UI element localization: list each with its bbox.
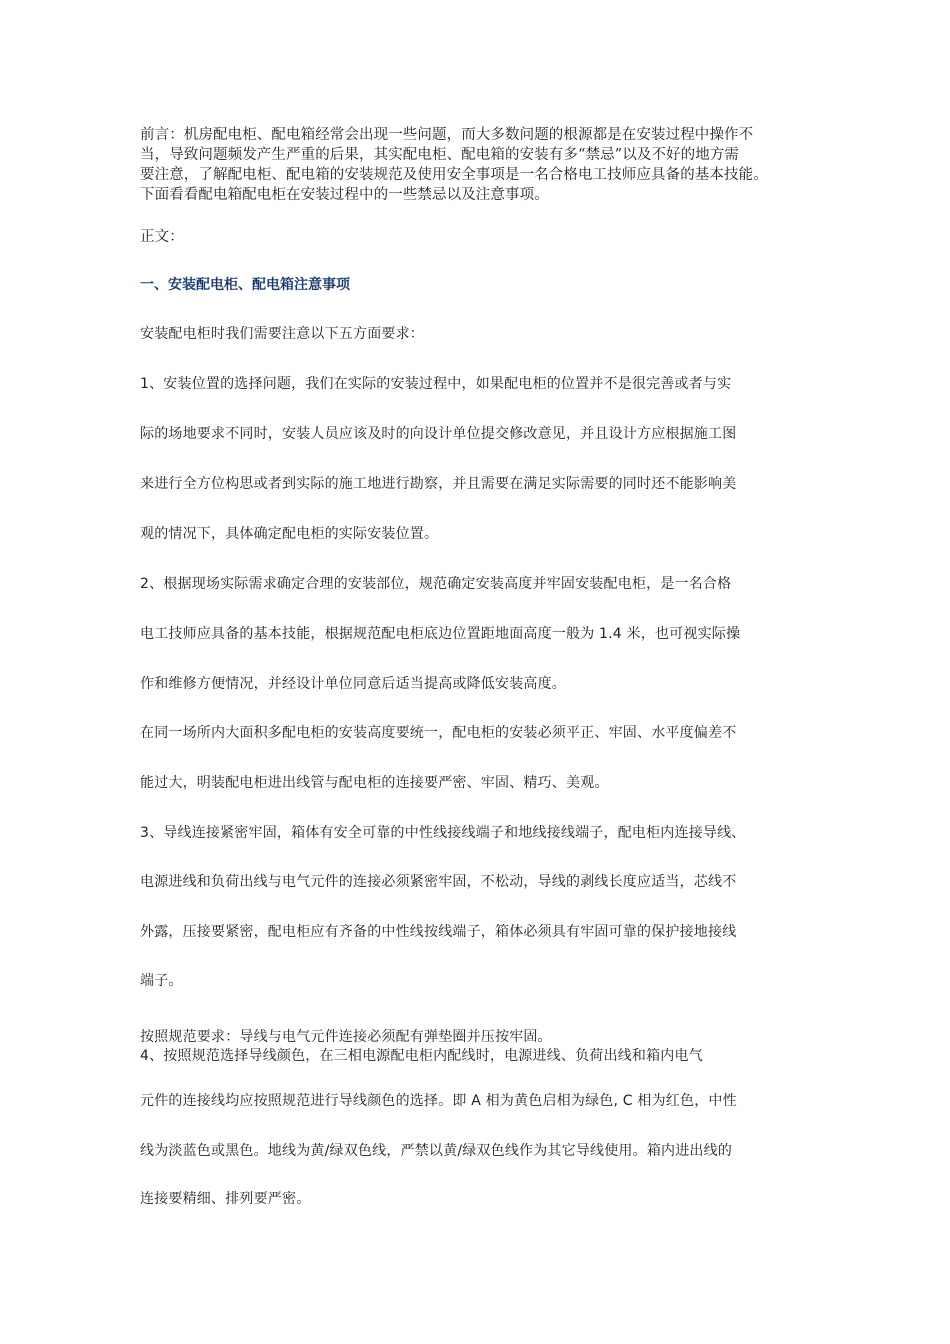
item-3-line: 按照规范要求：导线与电气元件连接必须配有弹垫圈并压按牢固。: [140, 1029, 552, 1045]
preface-line: 当，导致问题频发产生严重的后果，其实配电柜、配电箱的安装有多“禁忌”以及不好的地方需: [140, 147, 740, 163]
preface-line: 前言：机房配电柜、配电箱经常会出现一些问题，而大多数问题的根源都是在安装过程中操作不: [140, 127, 754, 143]
item-1-line: 来进行全方位构思或者到实际的施工地进行勘察，并且需要在满足实际需要的同时还不能影响美: [140, 476, 737, 492]
item-2-line: 能过大，明装配电柜进出线管与配电柜的连接要严密、牢固、精巧、美观。: [140, 775, 609, 791]
item-2-line: 在同一场所内大面积多配电柜的安装高度要统一，配电柜的安装必须平正、牢固、水平度偏差不: [140, 725, 737, 741]
item-2-line: 2、根据现场实际需求确定合理的安装部位，规范确定安装高度并牢固安装配电柜，是一名合格: [140, 576, 732, 592]
preface-line: 下面看看配电箱配电柜在安装过程中的一些禁忌以及注意事项。: [140, 187, 549, 203]
item-3-line: 端子。: [140, 973, 183, 989]
item-3-line: 3、导线连接紧密牢固，箱体有安全可靠的中性线接线端子和地线接线端子，配电柜内连接导线、: [140, 825, 746, 841]
item-2-line: 电工技师应具备的基本技能，根据规范配电柜底边位置距地面高度一般为 1.4 米，也可视实际操: [140, 626, 741, 642]
item-4-line: 4、按照规范选择导线颜色，在三相电源配电柜内配线时，电源进线、负荷出线和箱内电气: [140, 1048, 703, 1064]
item-1-line: 际的场地要求不同时，安装人员应该及时的向设计单位提交修改意见，并且设计方应根据施工图: [140, 426, 737, 442]
item-2-line: 作和维修方便情况，并经设计单位同意后适当提高或降低安装高度。: [140, 676, 566, 692]
body-label: 正文：: [140, 229, 184, 245]
item-4-line: 连接要精细、排列要严密。: [140, 1191, 311, 1207]
preface-line: 要注意，了解配电柜、配电箱的安装规范及使用安全事项是一名合格电工技师应具备的基本技能。: [140, 167, 768, 183]
section-intro: 安装配电柜时我们需要注意以下五方面要求：: [140, 326, 424, 342]
section-title: 一、安装配电柜、配电箱注意事项: [140, 277, 350, 293]
item-3-line: 电源进线和负荷出线与电气元件的连接必须紧密牢固，不松动，导线的剥线长度应适当，芯线不: [140, 874, 737, 890]
item-4-line: 元件的连接线均应按照规范进行导线颜色的选择。即 A 相为黄色启相为绿色, C 相为红色，中性: [140, 1093, 737, 1109]
item-4-line: 线为淡蓝色或黑色。地线为黄/绿双色线，严禁以黄/绿双色线作为其它导线使用。箱内进出线的: [140, 1143, 733, 1159]
item-1-line: 观的情况下，具体确定配电柜的实际安装位置。: [140, 526, 439, 542]
item-3-line: 外露，压接要紧密，配电柜应有齐备的中性线按线端子，箱体必须具有牢固可靠的保护接地接线: [140, 924, 737, 940]
item-1-line: 1、安装位置的选择问题，我们在实际的安装过程中，如果配电柜的位置并不是很完善或者与实: [140, 376, 732, 392]
